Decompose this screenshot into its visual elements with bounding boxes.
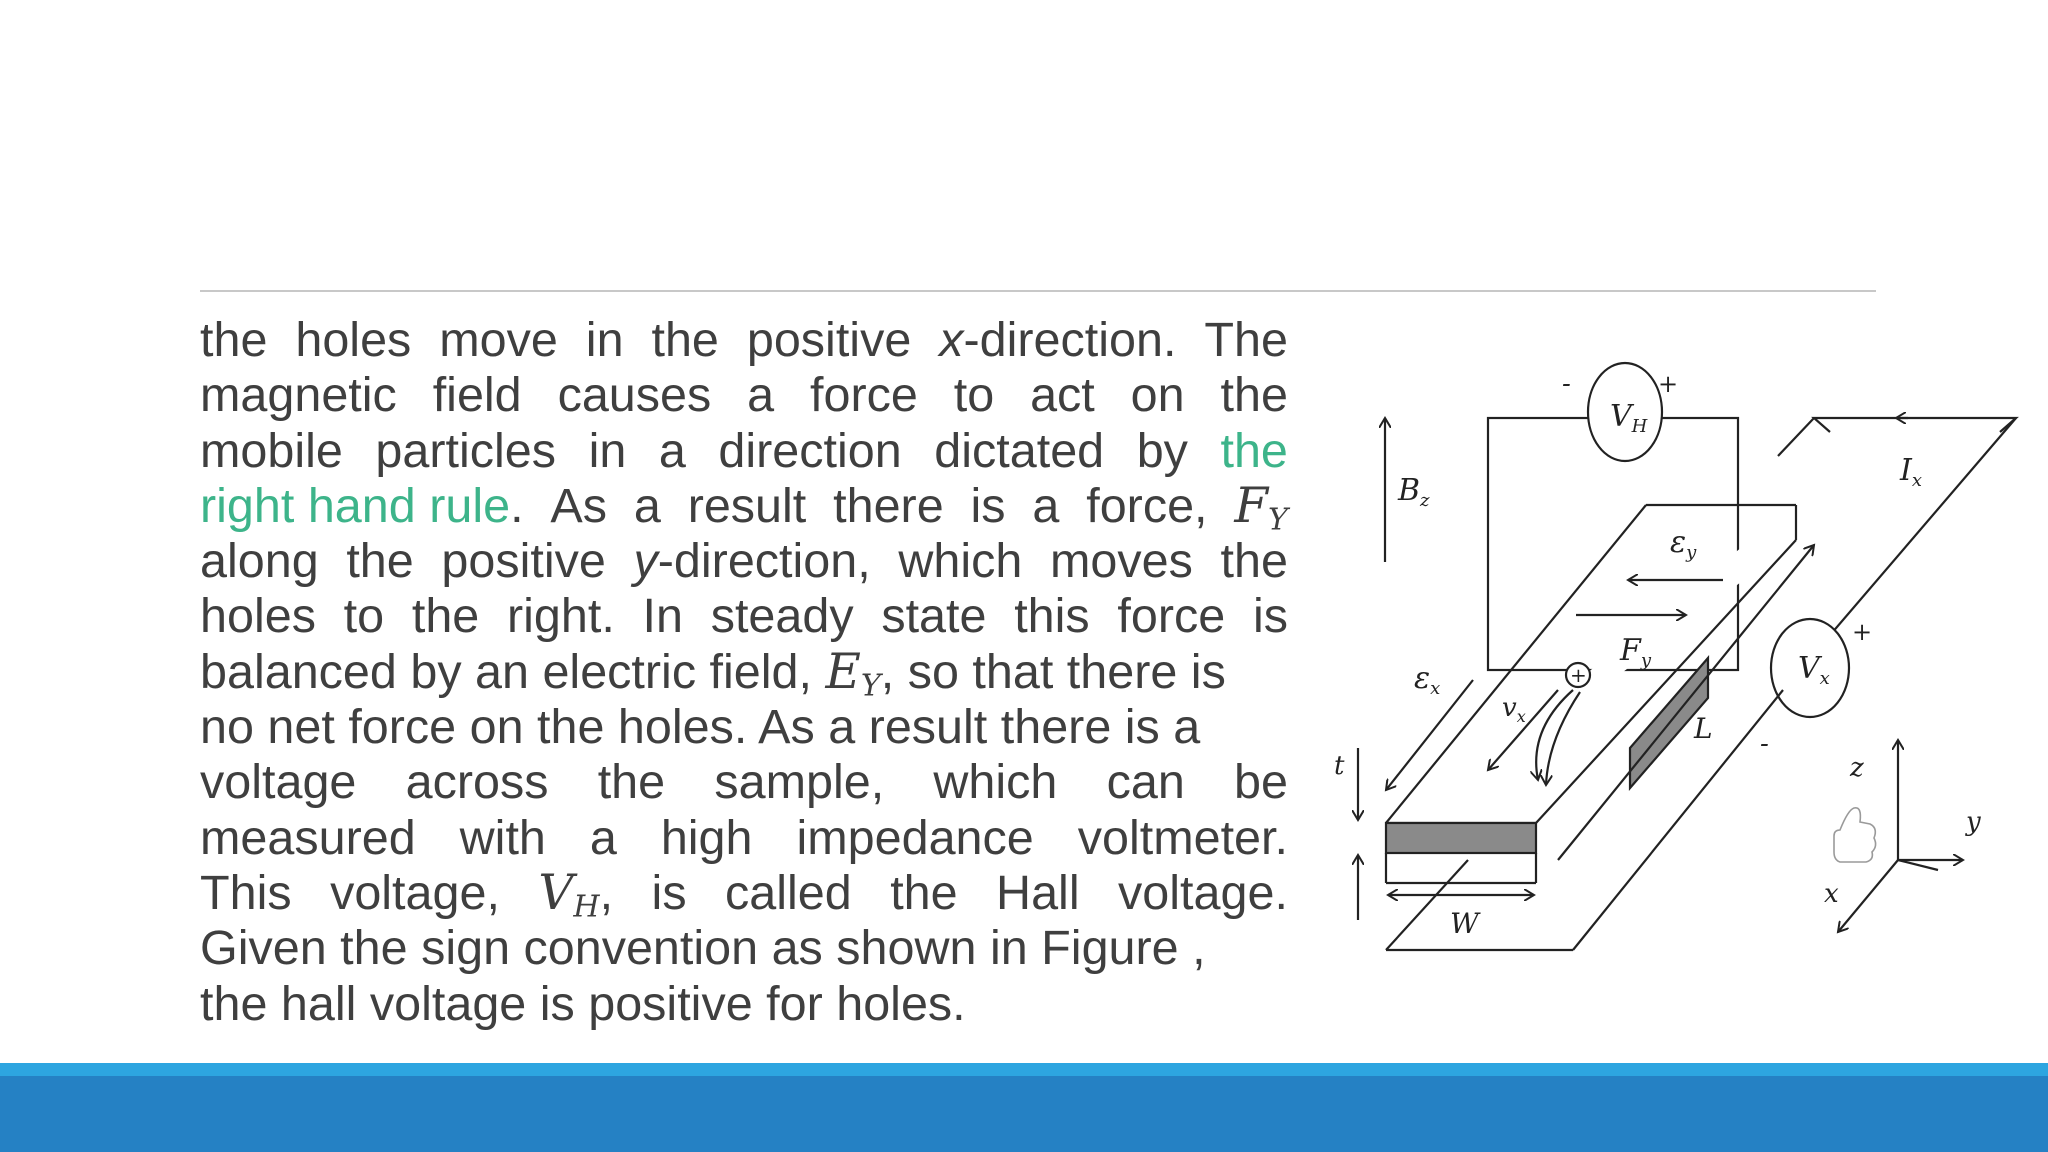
footer-accent-stripe <box>0 1063 2048 1076</box>
vh-plus-label: + <box>1658 370 1679 398</box>
footer-bar <box>0 1076 2048 1152</box>
text-line-11: This voltage, $V_H$, is called the Hall voltage. <box>200 864 1288 925</box>
ix-label: $I_x$ <box>1900 453 1923 491</box>
text-line-9: voltage across the sample, which can be <box>200 755 1288 810</box>
title-divider <box>200 290 1876 292</box>
math-fy: $F_Y$ <box>1234 477 1288 538</box>
axis-z-label: z <box>1850 753 1864 783</box>
axis-y-label: y <box>1966 807 1981 837</box>
math-vh: $V_H$ <box>538 864 600 925</box>
length-arrow <box>1558 545 1814 860</box>
hall-effect-figure <box>1218 330 2048 1050</box>
vh-minus-label: - <box>1562 369 1571 399</box>
y-direction-italic: y <box>633 534 658 589</box>
text-line-13: the hall voltage is positive for holes. <box>200 976 966 1031</box>
axis-x-arrow <box>1838 860 1898 932</box>
hole-plus-label: + <box>1570 663 1587 687</box>
text-line-12: Given the sign convention as shown in Figure , <box>200 921 1206 976</box>
text-line-5: along the positive y-direction, which moves the <box>200 534 1288 589</box>
fy-label: $F_y$ <box>1620 633 1651 671</box>
ey-label: $\varepsilon_y$ <box>1670 525 1697 563</box>
bz-label: $B_z$ <box>1398 473 1430 511</box>
axis-x-label: x <box>1824 879 1839 909</box>
right-hand-rule-link[interactable]: right hand rule <box>200 478 511 533</box>
text-line-1: the holes move in the positive x-direction. The <box>200 313 1288 367</box>
hall-effect-diagram <box>1218 330 2048 1050</box>
vx-meter-label: $V_x$ <box>1798 651 1830 689</box>
slab-end-face <box>1386 823 1536 853</box>
right-hand-rule-link-part1[interactable]: the <box>1220 423 1288 478</box>
vx-plus-label: + <box>1852 618 1873 646</box>
vx-label: $v_x$ <box>1502 693 1526 726</box>
text-line-2: magnetic field causes a force to act on the <box>200 368 1288 423</box>
text-line-4: right hand rule. As a result there is a force, $F_Y$ <box>200 477 1288 538</box>
vh-label: $V_H$ <box>1610 399 1648 437</box>
length-label: L <box>1694 712 1713 745</box>
text-line-8: no net force on the holes. As a result there is a <box>200 700 1201 755</box>
body-paragraph <box>200 313 1288 1032</box>
text-line-6: holes to the right. In steady state this force is <box>200 589 1288 644</box>
ex-label: $\varepsilon_x$ <box>1414 661 1441 699</box>
slab-top-face <box>1386 503 1796 823</box>
text-line-3: mobile particles in a direction dictated by the <box>200 423 1288 478</box>
text-line-10: measured with a high impedance voltmeter. <box>200 810 1288 865</box>
width-label: W <box>1450 907 1479 940</box>
thickness-label: t <box>1334 751 1345 781</box>
math-ey: $E_Y$ <box>825 643 881 704</box>
x-direction-italic: x <box>939 313 964 367</box>
vx-minus-label: - <box>1760 729 1769 759</box>
text-line-7: balanced by an electric field, $E_Y$, so that there is <box>200 643 1226 704</box>
ix-wire <box>1814 418 2016 432</box>
ix-wire-left <box>1778 418 1814 456</box>
thumb-icon <box>1834 808 1876 862</box>
